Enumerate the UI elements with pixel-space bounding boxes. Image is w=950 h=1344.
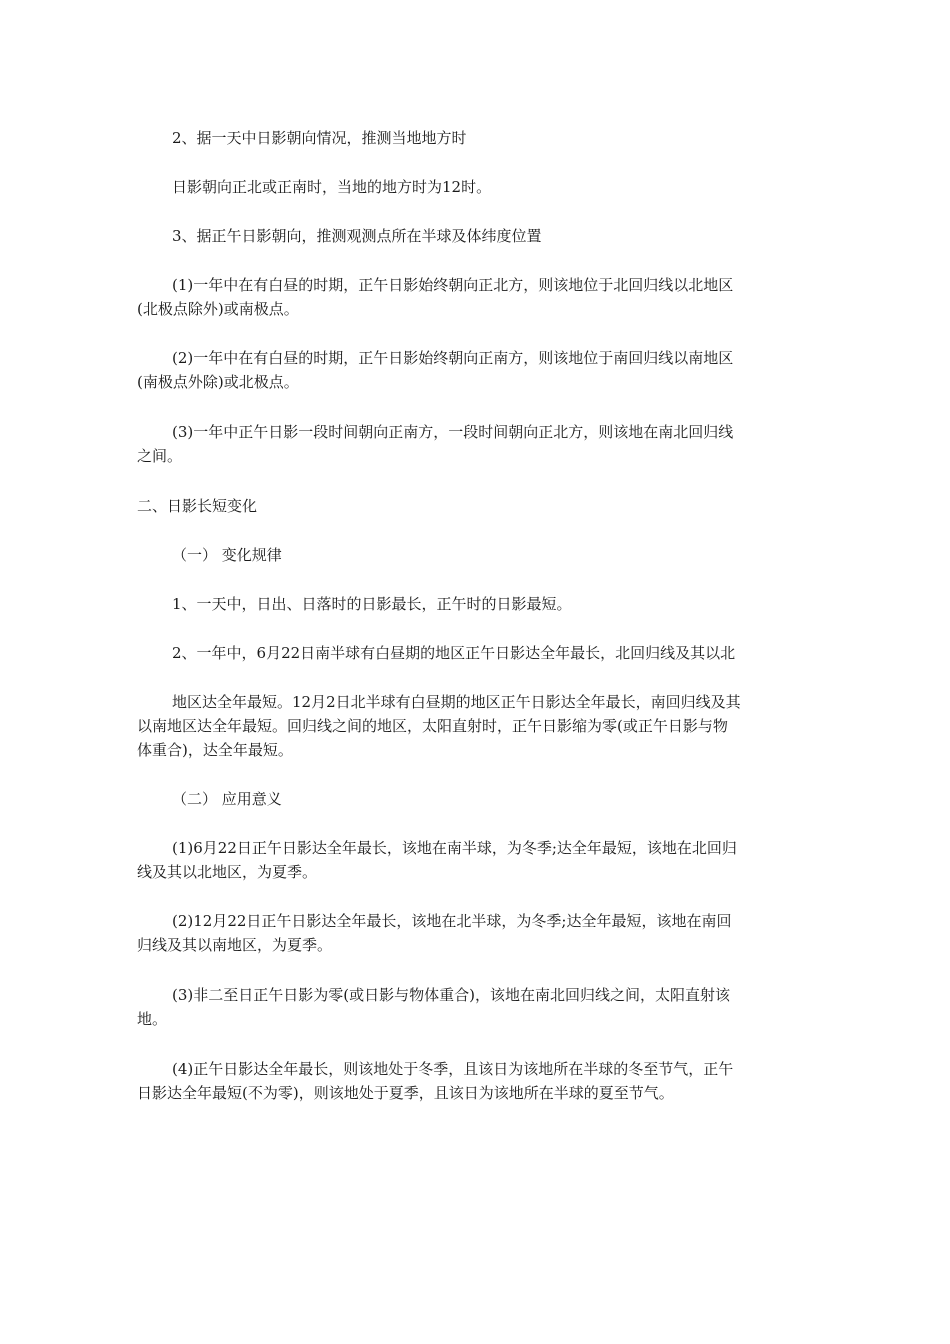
- paragraph: [172, 641, 735, 665]
- text-line: 日影达全年最短(不为零)，则该地处于夏季，且该日为该地所在半球的夏至节气。: [137, 1084, 674, 1102]
- text-line: 二、日影长短变化: [137, 497, 258, 515]
- text-line: (3)非二至日正午日影为零(或日影与物体重合)，该地在南北回归线之间，太阳直射该: [172, 986, 730, 1004]
- text-line: (2)12月22日正午日影达全年最长，该地在北半球，为冬季;达全年最短，该地在南回: [172, 912, 732, 930]
- paragraph: [137, 909, 731, 957]
- text-line: 2、据一天中日影朝向情况，推测当地地方时: [172, 129, 467, 147]
- text-line: 1、一天中，日出、日落时的日影最长，正午时的日影最短。: [172, 595, 572, 613]
- paragraph: [137, 1057, 733, 1105]
- subsection-heading: [172, 543, 282, 567]
- text-line: 地区达全年最短。12月2日北半球有白昼期的地区正午日影达全年最长，南回归线及其: [172, 693, 741, 711]
- paragraph: [137, 836, 737, 884]
- text-line: 2、一年中，6月22日南半球有白昼期的地区正午日影达全年最长，北回归线及其以北: [172, 644, 736, 662]
- text-line: 以南地区达全年最短。回归线之间的地区，太阳直射时，正午日影缩为零(或正午日影与物: [137, 717, 728, 735]
- text-line: （二） 应用意义: [172, 790, 282, 808]
- paragraph: [137, 983, 730, 1031]
- subsection-heading: [172, 787, 282, 811]
- paragraph: [172, 592, 572, 616]
- paragraph: [137, 420, 733, 468]
- paragraph: [172, 175, 491, 199]
- paragraph: [172, 224, 542, 248]
- text-line: (1)一年中在有白昼的时期，正午日影始终朝向正北方，则该地位于北回归线以北地区: [172, 276, 734, 294]
- text-line: (2)一年中在有白昼的时期，正午日影始终朝向正南方，则该地位于南回归线以南地区: [172, 349, 734, 367]
- text-line: 日影朝向正北或正南时，当地的地方时为12时。: [172, 178, 492, 196]
- text-line: (南极点外除)或北极点。: [137, 373, 299, 391]
- text-line: (3)一年中正午日影一段时间朝向正南方，一段时间朝向正北方，则该地在南北回归线: [172, 423, 734, 441]
- text-line: 体重合)，达全年最短。: [137, 741, 293, 759]
- paragraph: [137, 273, 733, 321]
- text-line: (北极点除外)或南极点。: [137, 300, 299, 318]
- text-line: 归线及其以南地区，为夏季。: [137, 936, 333, 954]
- text-line: 之间。: [137, 447, 183, 465]
- paragraph: [137, 690, 741, 762]
- text-line: (1)6月22日正午日影达全年最长，该地在南半球，为冬季;达全年最短，该地在北回归: [172, 839, 737, 857]
- text-line: 地。: [137, 1010, 168, 1028]
- text-line: （一） 变化规律: [172, 546, 282, 564]
- section-heading: [137, 494, 257, 518]
- paragraph: [172, 126, 467, 150]
- text-line: 3、据正午日影朝向，推测观测点所在半球及体纬度位置: [172, 227, 542, 245]
- text-line: (4)正午日影达全年最长，则该地处于冬季，且该日为该地所在半球的冬至节气，正午: [172, 1060, 734, 1078]
- text-line: 线及其以北地区，为夏季。: [137, 863, 318, 881]
- paragraph: [137, 346, 733, 394]
